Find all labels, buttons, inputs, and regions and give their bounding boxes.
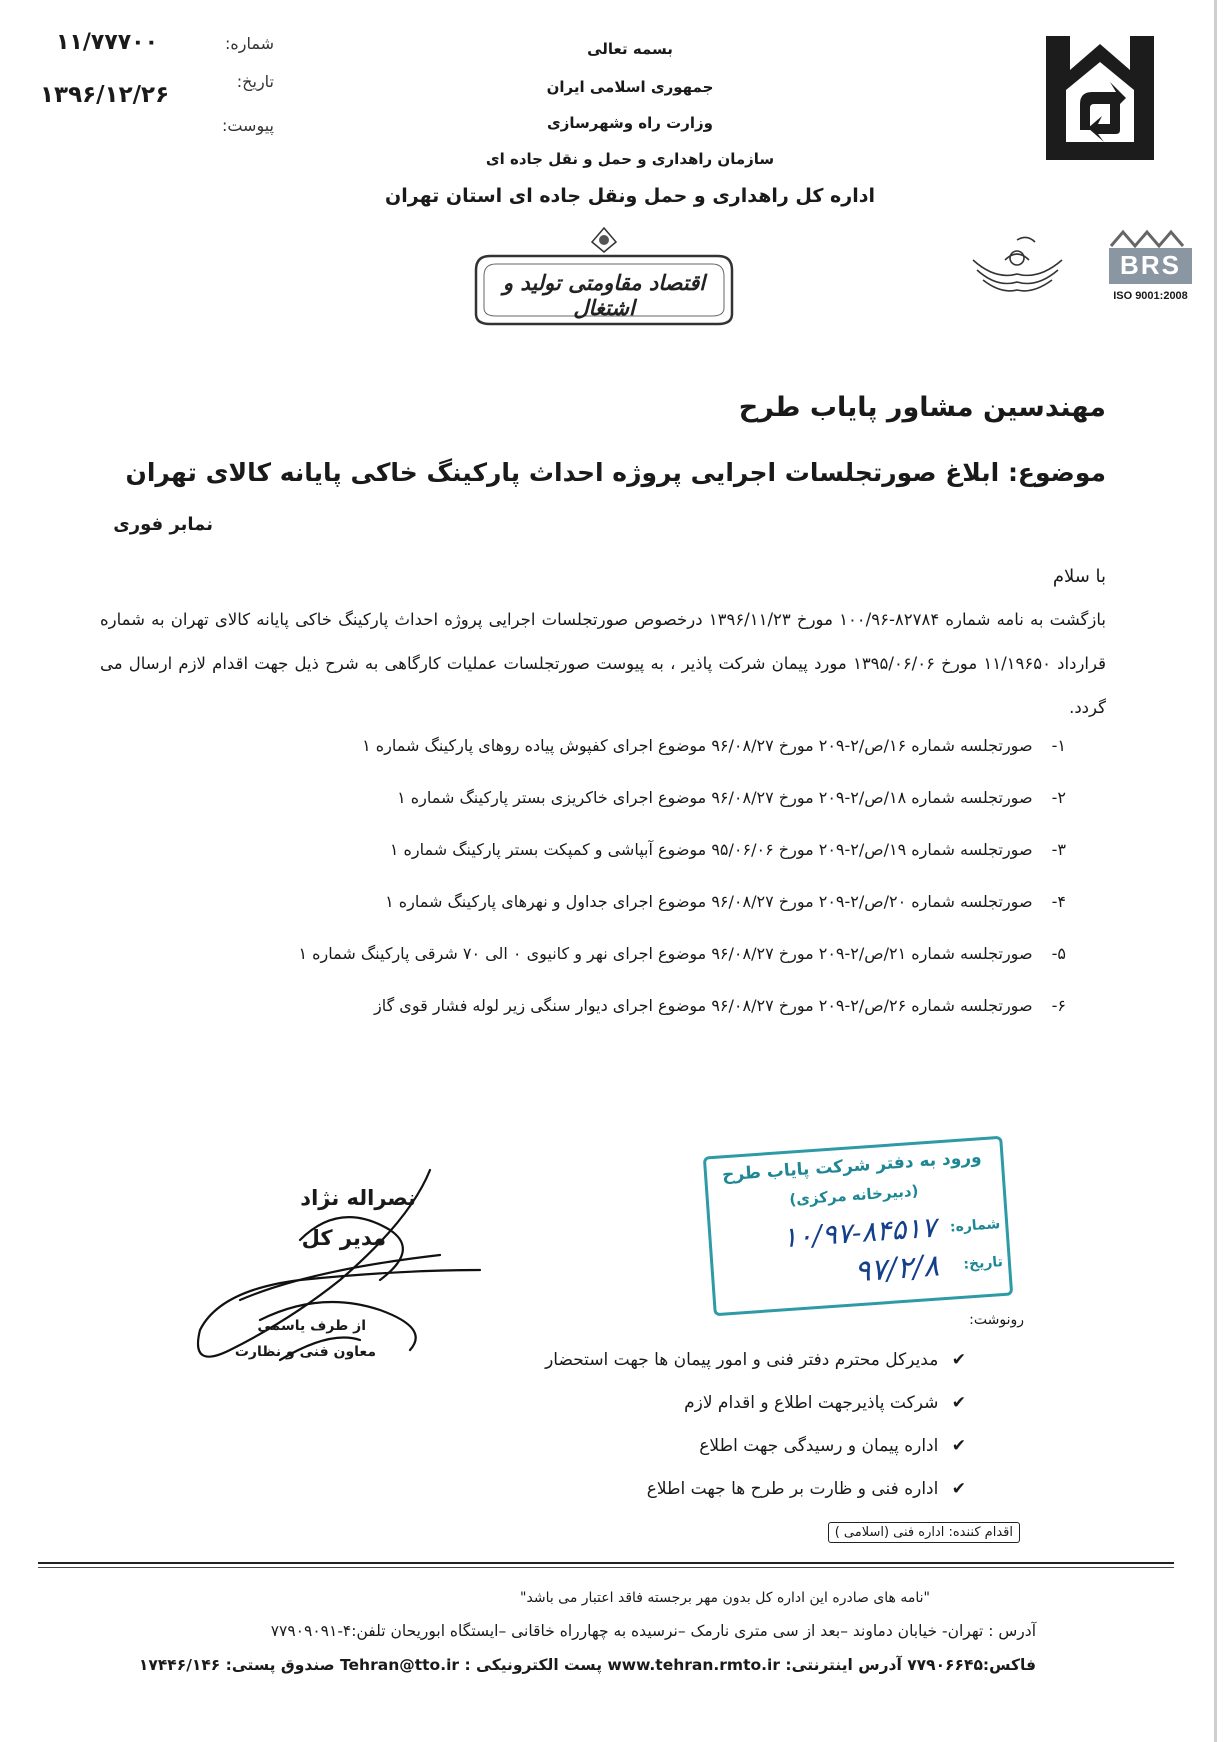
action-by-box: اقدام کننده: اداره فنی (اسلامی ) <box>828 1522 1020 1543</box>
date-label: تاریخ: <box>236 72 274 91</box>
signer-on-behalf: از طرف یاسمی <box>257 1318 366 1334</box>
date-value: ۱۳۹۶/۱۲/۲۶ <box>40 82 170 108</box>
cc-item: ✔ مدیرکل محترم دفتر فنی و امور پیمان ها جهت استحضار <box>545 1350 966 1370</box>
recipient-title: مهندسین مشاور پایاب طرح <box>738 392 1106 423</box>
attachment-label: پیوست: <box>221 116 274 135</box>
check-icon: ✔ <box>951 1436 966 1456</box>
item-number: ۴- <box>1051 892 1066 911</box>
stamp-subtitle: (دبیرخانه مرکزی) <box>788 1181 919 1209</box>
received-stamp <box>703 1136 1013 1317</box>
scan-edge <box>1214 0 1217 1742</box>
list-item <box>166 736 1066 788</box>
footer-contact: فاکس:۷۷۹۰۶۶۴۵ آدرس اینترنتی: www.tehran.rmto.ir پست الکترونیکی : Tehran@tto.ir صندوق پستی: ۱۷۴۴۶/۱۴۶ <box>138 1656 1036 1674</box>
body-paragraph: بازگشت به نامه شماره ۸۲۷۸۴-۱۰۰/۹۶ مورخ ۱۳۹۶/۱۱/۲۳ درخصوص صورتجلسات اجرایی پروژه احداث پارکینگ خاکی پایانه کالای تهران به شماره قرارداد ۱۱/۱۹۶۵۰ مورخ ۱۳۹۵/۰۶/۰۶ مورد پیمان شرکت پاذیر ، به پیوست صورتجلسات عملیات کارگاهی به شرح ذیل جهت اقدام لازم ارسال می گردد. <box>100 610 1106 717</box>
stamp-number-value: ۱۰/۹۷-۸۴۵۱۷ <box>781 1210 938 1255</box>
item-number: ۱- <box>1051 736 1066 755</box>
cc-label: رونوشت: <box>969 1312 1024 1328</box>
item-number: ۳- <box>1051 840 1066 859</box>
list-item <box>166 840 1066 892</box>
item-text: صورتجلسه شماره ۲۱/ص/۲-۲۰۹ مورخ ۹۶/۰۸/۲۷ موضوع اجرای نهر و کانیوی ۰ الی ۷۰ شرقی پارکینگ شماره ۱ <box>298 944 1033 963</box>
rmto-logo <box>1040 30 1160 165</box>
list-item <box>166 788 1066 840</box>
item-text: صورتجلسه شماره ۲۶/ص/۲-۲۰۹ مورخ ۹۶/۰۸/۲۷ موضوع اجرای دیوار سنگی زیر لوله فشار قوی گاز <box>373 996 1033 1015</box>
iso-badge <box>1103 228 1198 308</box>
list-item <box>166 944 1066 996</box>
footer-rule-thin <box>38 1567 1174 1568</box>
iso-text: ISO 9001:2008 <box>1113 290 1188 302</box>
bismillah: بسمه تعالی <box>587 40 673 58</box>
slogan-text: اقتصاد مقاومتی تولید و اشتغال <box>502 270 706 320</box>
country-name: جمهوری اسلامی ایران <box>546 78 714 96</box>
item-number: ۶- <box>1051 996 1066 1015</box>
stamp-title: ورود به دفتر شرکت پایاب طرح <box>721 1147 983 1186</box>
slogan-frame <box>470 222 738 330</box>
cc-item: ✔ اداره فنی و ظارت بر طرح ها جهت اطلاع <box>646 1479 966 1499</box>
footer-rule <box>38 1562 1174 1564</box>
item-text: صورتجلسه شماره ۱۶/ص/۲-۲۰۹ مورخ ۹۶/۰۸/۲۷ موضوع اجرای کفپوش پیاده روهای پارکینگ شماره ۱ <box>362 736 1033 755</box>
cc-item: ✔ شرکت پاذیرجهت اطلاع و اقدام لازم <box>684 1393 966 1413</box>
list-item <box>166 892 1066 944</box>
stamp-date-label: تاریخ: <box>962 1254 1004 1273</box>
footer-address: آدرس : تهران- خیابان دماوند –بعد از سی متری نارمک –نرسیده به چهارراه خاقانی –ایستگاه ابوریحان تلفن:۴-۷۷۹۰۹۰۹۱ <box>270 1622 1036 1640</box>
emblem-icon <box>965 230 1070 302</box>
stamp-date-value: ۹۷/۲/۸ <box>853 1248 941 1290</box>
signer-title: مدیر کل <box>301 1226 386 1250</box>
department-name: اداره کل راهداری و حمل ونقل جاده ای استان تهران <box>385 185 875 207</box>
check-icon: ✔ <box>951 1479 966 1499</box>
item-number: ۵- <box>1051 944 1066 963</box>
stamp-number-label: شماره: <box>949 1216 1001 1236</box>
cc-item: ✔ اداره پیمان و رسیدگی جهت اطلاع <box>699 1436 966 1456</box>
greeting: با سلام <box>1052 566 1106 587</box>
iso-brand: BRS <box>1120 250 1181 280</box>
signer-deputy: معاون فنی و نظارت <box>234 1344 376 1360</box>
check-icon: ✔ <box>951 1350 966 1370</box>
list-item <box>166 996 1066 1048</box>
number-value: ۱۱/۷۷۷۰۰ <box>56 30 159 55</box>
ministry-name: وزارت راه وشهرسازی <box>547 114 713 132</box>
number-label: شماره: <box>224 34 274 53</box>
organization-name: سازمان راهداری و حمل و نقل جاده ای <box>485 150 775 168</box>
footer-note: "نامه های صادره این اداره کل بدون مهر برجسته فاقد اعتبار می باشد" <box>520 1590 930 1606</box>
item-number: ۲- <box>1051 788 1066 807</box>
item-text: صورتجلسه شماره ۱۸/ص/۲-۲۰۹ مورخ ۹۶/۰۸/۲۷ موضوع اجرای خاکریزی بستر پارکینگ شماره ۱ <box>397 788 1033 807</box>
items-list <box>166 736 1066 1048</box>
signer-name: نصراله نژاد <box>300 1186 416 1210</box>
subject-line: موضوع: ابلاغ صورتجلسات اجرایی پروژه احداث پارکینگ خاکی پایانه کالای تهران <box>125 458 1106 487</box>
item-text: صورتجلسه شماره ۱۹/ص/۲-۲۰۹ مورخ ۹۵/۰۶/۰۶ موضوع آبپاشی و کمپکت بستر پارکینگ شماره ۱ <box>389 840 1033 859</box>
fax-urgent-note: نمابر فوری <box>113 514 213 535</box>
item-text: صورتجلسه شماره ۲۰/ص/۲-۲۰۹ مورخ ۹۶/۰۸/۲۷ موضوع اجرای جداول و نهرهای پارکینگ شماره ۱ <box>385 892 1033 911</box>
check-icon: ✔ <box>951 1393 966 1413</box>
